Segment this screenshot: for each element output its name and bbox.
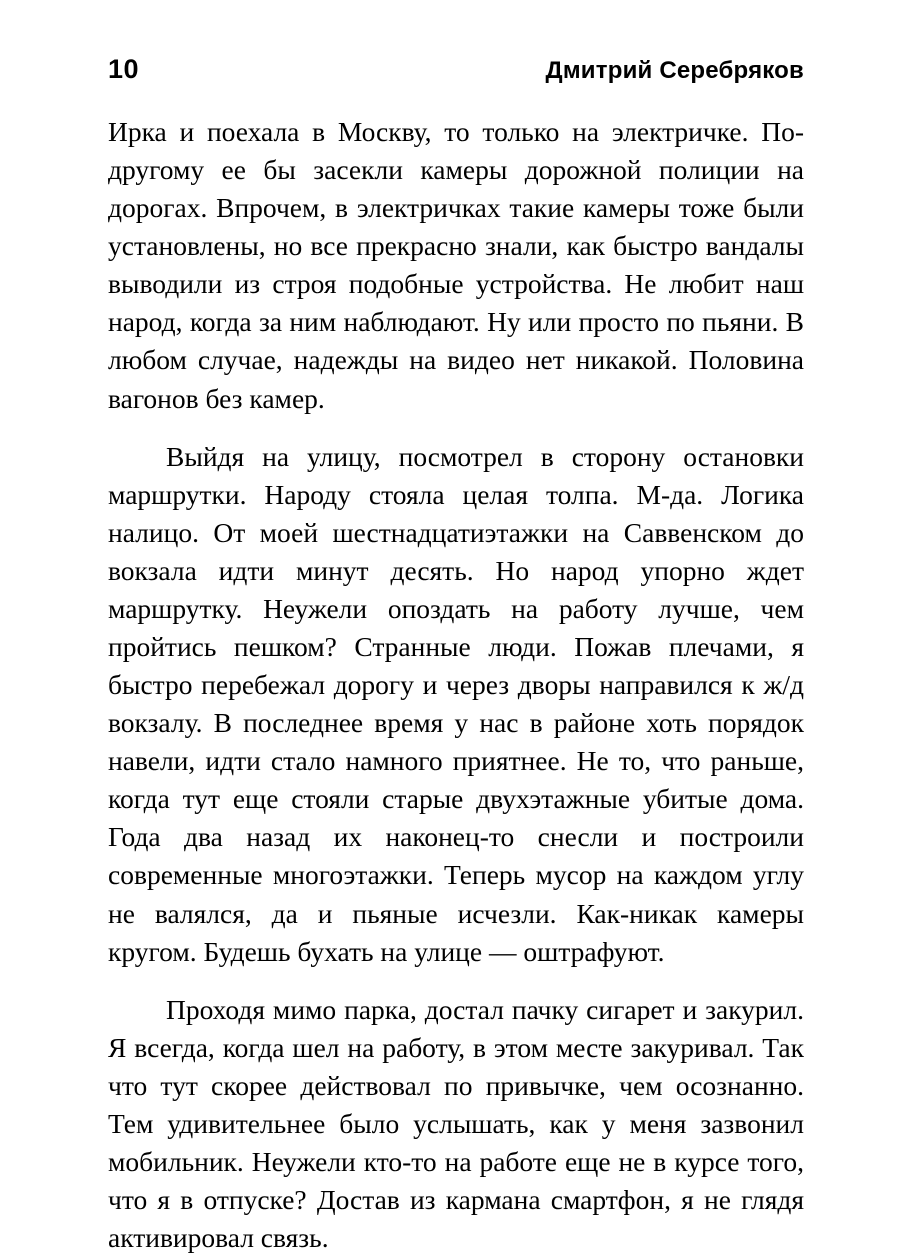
page-number: 10 <box>108 54 140 84</box>
paragraph: Проходя мимо парка, достал пачку сигарет и закурил. Я всегда, когда шел на работу, в этом месте закуривал. Так что тут скорее действовал по привычке, чем осознанно. Тем удивительнее было услышать, как у меня зазвонил мобильник. Неужели кто-то на работе еще не в курсе того, что я в отпуске? Достав из кармана смартфон, я не глядя активировал связь. <box>108 993 804 1254</box>
author-name-header: Дмитрий Серебряков <box>545 57 804 84</box>
paragraph: Выйдя на улицу, посмотрел в сторону остановки маршрутки. Народу стояла целая толпа. М-да. Логика налицо. От моей шестнадцатиэтажки на Саввенском до вокзала идти минут десять. Но народ упорно ждет маршрутку. Неужели опоздать на работу лучше, чем пройтись пешком? Странные люди. Пожав плечами, я быстро перебежал дорогу и через дворы направился к ж/д вокзалу. В последнее время у нас в районе хоть порядок навели, идти стало намного приятнее. Не то, что раньше, когда тут еще стояли старые двухэтажные убитые дома. Года два назад их наконец-то снесли и построили современные многоэтажки. Теперь мусор на каждом углу не валялся, да и пьяные исчезли. Как-никак камеры кругом. Будешь бухать на улице — оштрафуют. <box>108 440 804 967</box>
running-head <box>108 48 804 85</box>
page-body <box>108 113 804 1257</box>
paragraph: Ирка и поехала в Москву, то только на электричке. По-другому ее бы засекли камеры дорожной полиции на дорогах. Впрочем, в электричках такие камеры тоже были установлены, но все прекрасно знали, как быстро вандалы выводили из строя подобные устройства. Не любит наш народ, когда за ним наблюдают. Ну или просто по пьяни. В любом случае, надежды на видео нет никакой. Половина вагонов без камер. <box>108 116 804 414</box>
